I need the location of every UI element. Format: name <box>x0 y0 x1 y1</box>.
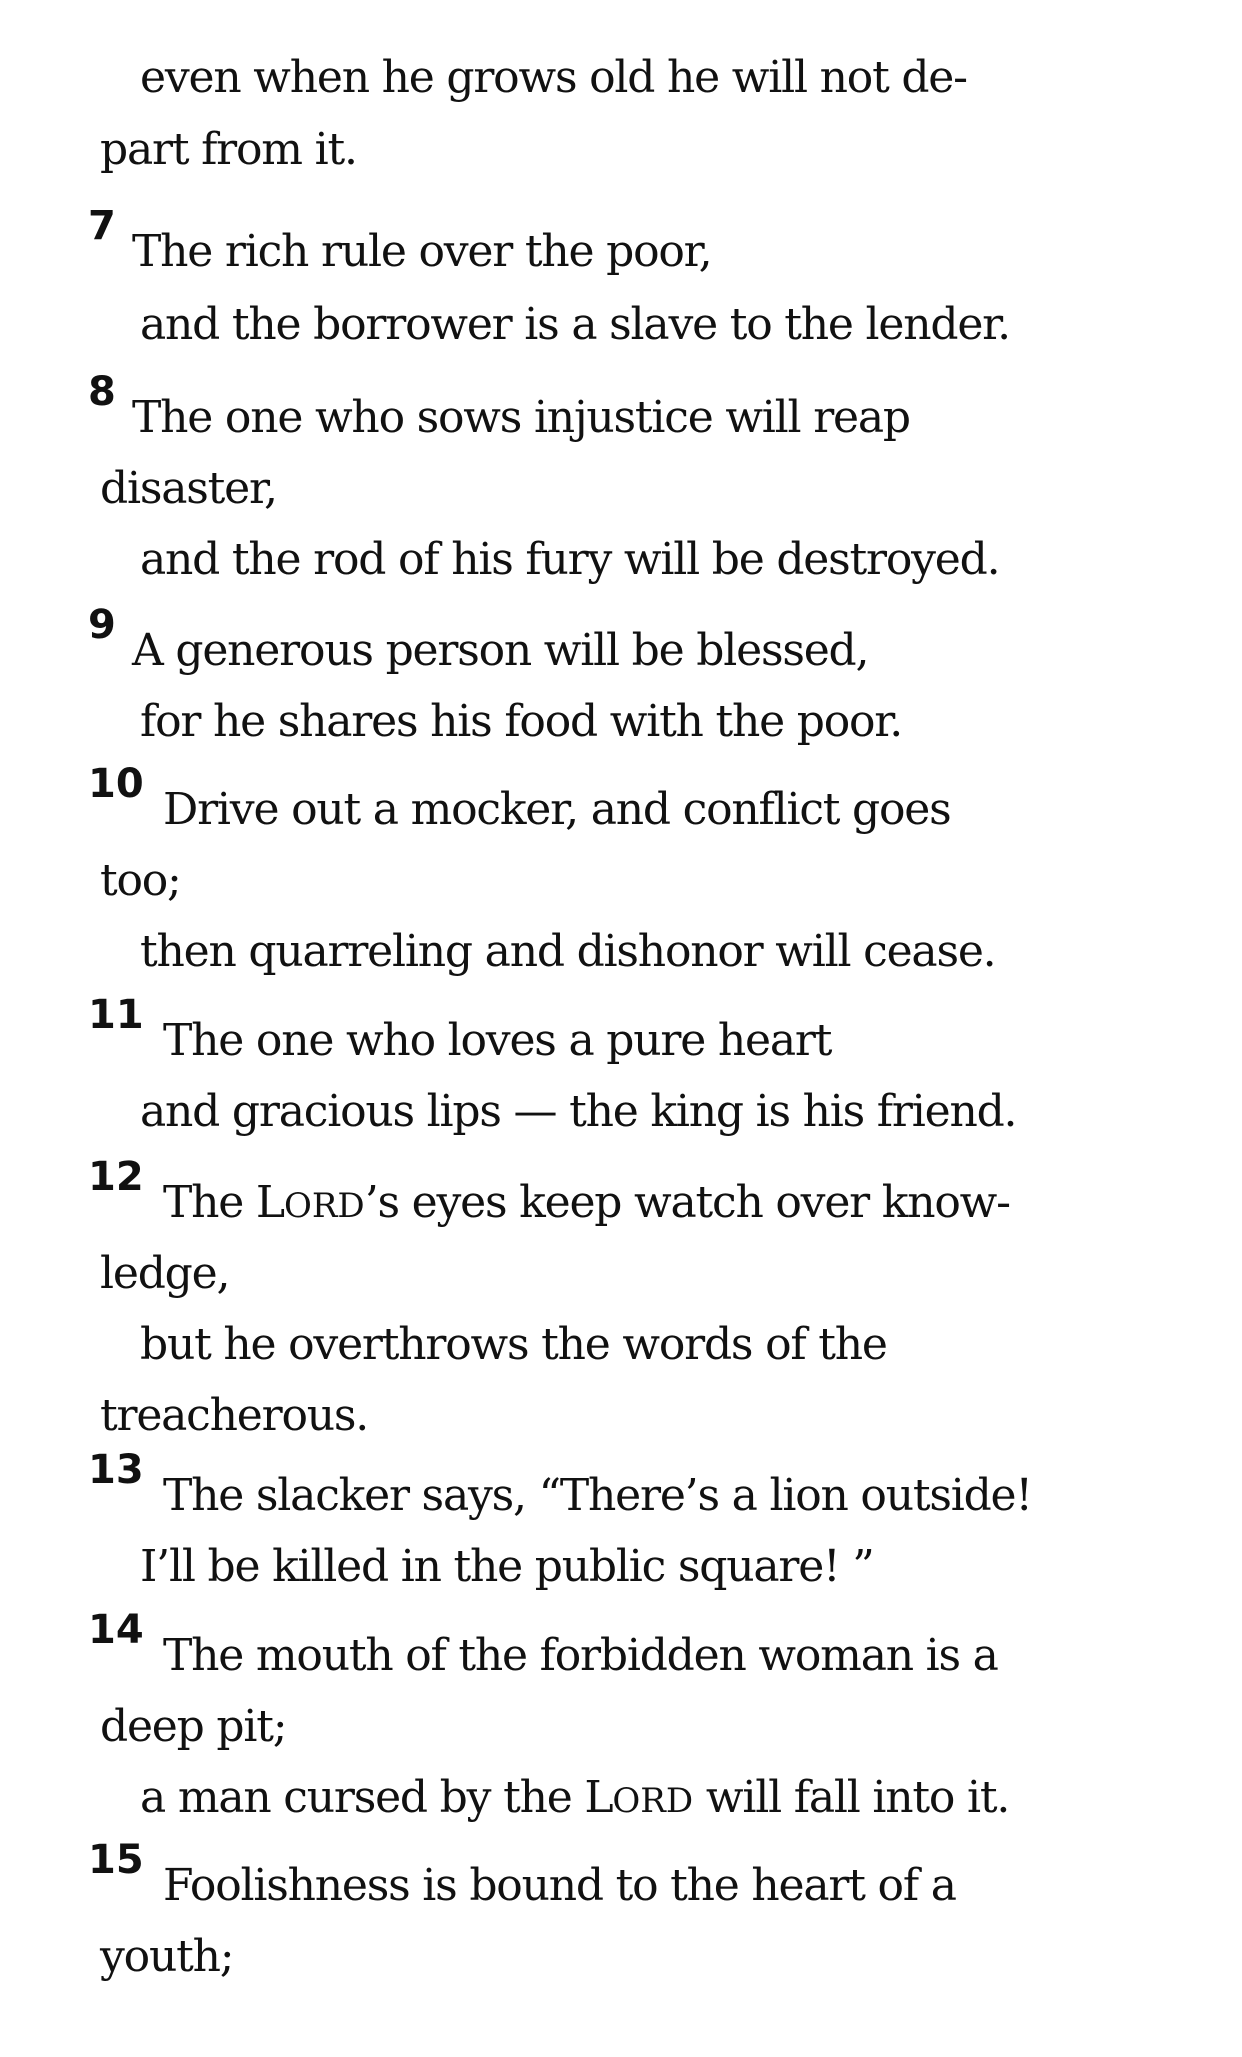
text-line: treacherous. <box>100 1390 369 1441</box>
verse-number: 10 <box>88 761 144 807</box>
small-caps-lord: ORD <box>612 1781 694 1821</box>
text-line: too; <box>100 855 181 906</box>
text-line: and the rod of his fury will be destroyed. <box>140 534 1000 585</box>
verse-text: The slacker says, “There’s a lion outside! <box>163 1470 1032 1521</box>
text-line: and the borrower is a slave to the lender. <box>140 299 1010 350</box>
small-caps-lord: ORD <box>283 1186 365 1226</box>
text-line: for he shares his food with the poor. <box>140 696 903 747</box>
verse-number: 7 <box>88 203 116 249</box>
verse-text: The one who sows injustice will reap <box>132 392 910 443</box>
text-line: disaster, <box>100 463 277 514</box>
text-line: deep pit; <box>100 1701 287 1752</box>
verse-number: 8 <box>88 369 116 415</box>
text-line: but he overthrows the words of the <box>140 1319 887 1370</box>
text-line: ledge, <box>100 1248 230 1299</box>
text-line: then quarreling and dishonor will cease. <box>140 926 996 977</box>
text-line: even when he grows old he will not de- <box>140 52 967 103</box>
text-line: and gracious lips — the king is his friend. <box>140 1086 1017 1137</box>
verse-number: 14 <box>88 1607 144 1653</box>
text-line: I’ll be killed in the public square! ” <box>140 1541 874 1592</box>
text-line: a man cursed by the LORD will fall into it. <box>140 1772 1010 1823</box>
verse-text: The mouth of the forbidden woman is a <box>163 1630 998 1681</box>
verse-number: 13 <box>88 1447 144 1493</box>
text-line: youth; <box>100 1931 234 1982</box>
verse-text: The rich rule over the poor, <box>132 226 712 277</box>
verse-text: A generous person will be blessed, <box>132 625 869 676</box>
text-line: part from it. <box>100 124 357 175</box>
verse-number: 11 <box>88 992 144 1038</box>
verse-number: 15 <box>88 1837 144 1883</box>
verse-text: Drive out a mocker, and conflict goes <box>163 784 951 835</box>
verse-text: The one who loves a pure heart <box>163 1015 832 1066</box>
verse-number: 12 <box>88 1154 144 1200</box>
verse-text: The LORD’s eyes keep watch over know- <box>163 1177 1010 1228</box>
verse-number: 9 <box>88 602 116 648</box>
verse-text: Foolishness is bound to the heart of a <box>163 1860 956 1911</box>
